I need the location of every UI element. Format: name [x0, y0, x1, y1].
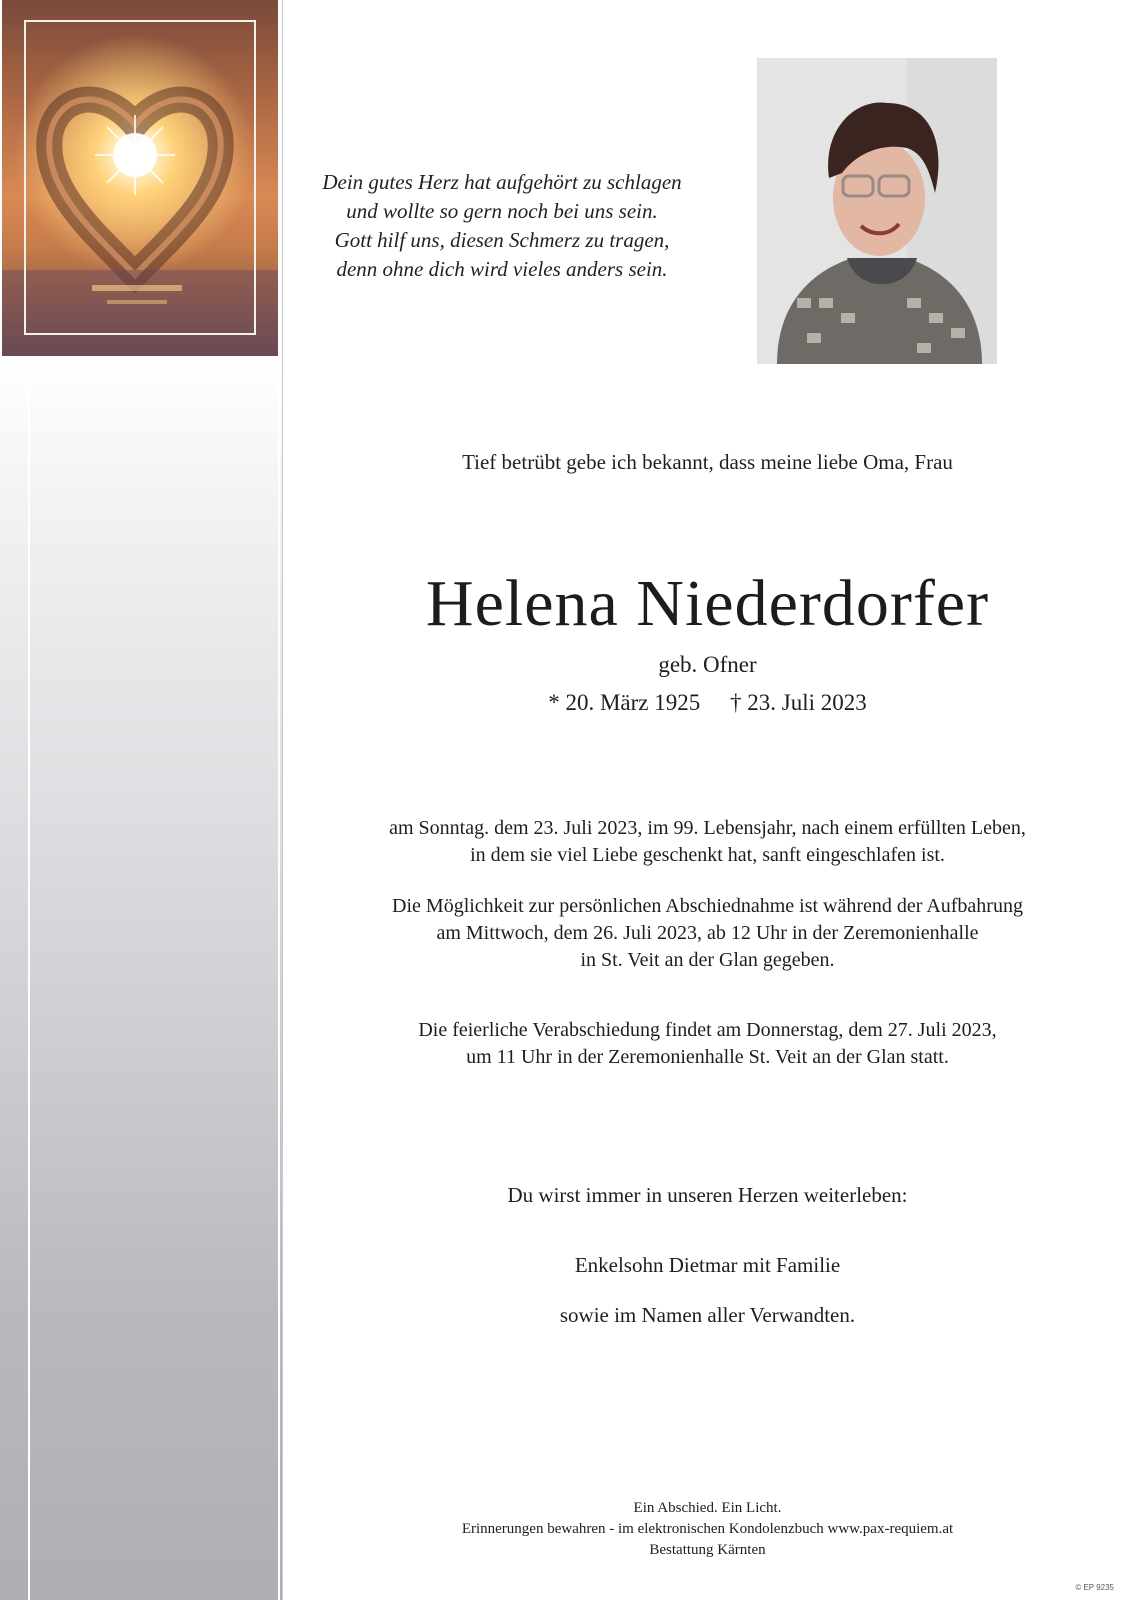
birth-date: * 20. März 1925 — [548, 690, 701, 715]
death-date: † 23. Juli 2023 — [730, 690, 867, 715]
viewing-paragraph — [283, 893, 1132, 974]
ceremony-paragraph — [283, 1017, 1132, 1071]
deceased-name: Helena Niederdorfer — [425, 567, 990, 640]
verse-line-3: Gott hilf uns, diesen Schmerz zu tragen, — [334, 228, 670, 252]
footer-slogan: Ein Abschied. Ein Licht. — [633, 1500, 782, 1516]
paragraph-line: in St. Veit an der Glan gegeben. — [580, 949, 835, 971]
footer-undertaker: Bestattung Kärnten — [649, 1542, 766, 1558]
heart-image-frame — [24, 20, 256, 335]
paragraph-line: Die feierliche Verabschiedung findet am Donnerstag, dem 27. Juli 2023, — [418, 1019, 997, 1041]
heart-hands-sunset-image — [2, 0, 278, 356]
farewell-line: Du wirst immer in unseren Herzen weiterleben: — [507, 1183, 908, 1207]
mourner-relatives: sowie im Namen aller Verwandten. — [559, 1303, 856, 1327]
verse-line-4: denn ohne dich wird vieles anders sein. — [336, 257, 668, 281]
footer-condolence-link: Erinnerungen bewahren - im elektronischen Kondolenzbuch www.pax-requiem.at — [461, 1521, 954, 1537]
maiden-name: geb. Ofner — [658, 652, 757, 677]
life-dates — [283, 690, 1132, 716]
announcement-text: Tief betrübt gebe ich bekannt, dass meine liebe Oma, Frau — [462, 450, 953, 474]
paragraph-line: in dem sie viel Liebe geschenkt hat, sanft eingeschlafen ist. — [470, 844, 945, 866]
portrait-illustration — [757, 58, 997, 364]
verse-line-1: Dein gutes Herz hat aufgehört zu schlagen — [322, 170, 682, 194]
portrait-photo — [757, 58, 997, 364]
paragraph-line: Die Möglichkeit zur persönlichen Abschiednahme ist während der Aufbahrung — [392, 895, 1023, 917]
passing-paragraph — [283, 815, 1132, 869]
verse-line-2: und wollte so gern noch bei uns sein. — [346, 199, 658, 223]
memorial-verse — [292, 168, 712, 284]
print-code: © EP 9235 — [1075, 1583, 1114, 1592]
footer — [283, 1498, 1132, 1561]
paragraph-line: am Sonntag. dem 23. Juli 2023, im 99. Lebensjahr, nach einem erfüllten Leben, — [389, 817, 1026, 839]
paragraph-line: am Mittwoch, dem 26. Juli 2023, ab 12 Uhr in der Zeremonienhalle — [436, 922, 979, 944]
paragraph-line: um 11 Uhr in der Zeremonienhalle St. Veit an der Glan statt. — [466, 1046, 949, 1068]
mourner-family: Enkelsohn Dietmar mit Familie — [574, 1253, 841, 1277]
